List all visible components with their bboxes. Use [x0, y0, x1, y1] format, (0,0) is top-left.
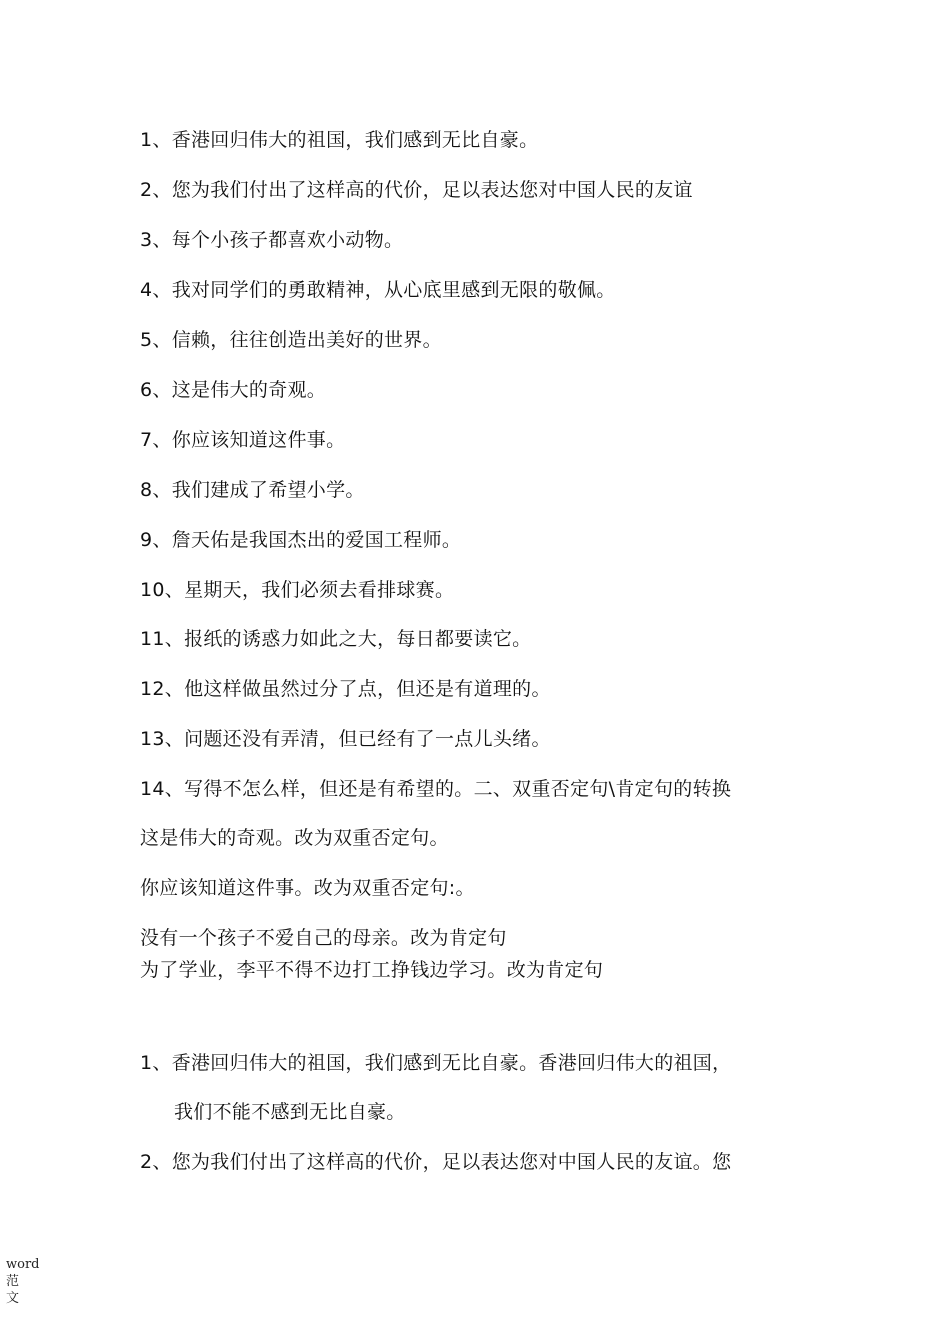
answer-line: 2、您为我们付出了这样高的代价，足以表达您对中国人民的友谊。您 — [140, 1151, 732, 1173]
list-item: 3、每个小孩子都喜欢小动物。 — [140, 229, 404, 251]
list-item: 12、他这样做虽然过分了点，但还是有道理的。 — [140, 678, 551, 700]
answer-line: 1、香港回归伟大的祖国，我们感到无比自豪。香港回归伟大的祖国， — [140, 1052, 732, 1074]
footer-label-line: 文 — [6, 1291, 20, 1306]
list-item: 1、香港回归伟大的祖国，我们感到无比自豪。 — [140, 129, 539, 151]
list-item: 13、问题还没有弄清，但已经有了一点儿头绪。 — [140, 728, 551, 750]
list-item: 10、星期天，我们必须去看排球赛。 — [140, 579, 455, 601]
list-item: 11、报纸的诱惑力如此之大，每日都要读它。 — [140, 628, 532, 650]
list-item: 2、您为我们付出了这样高的代价，足以表达您对中国人民的友谊 — [140, 179, 693, 201]
exercise-line: 没有一个孩子不爱自己的母亲。改为肯定句 — [140, 927, 507, 949]
list-item: 5、信赖，往往创造出美好的世界。 — [140, 329, 442, 351]
list-item: 6、这是伟大的奇观。 — [140, 379, 327, 401]
exercise-line: 这是伟大的奇观。改为双重否定句。 — [140, 827, 449, 849]
list-item: 8、我们建成了希望小学。 — [140, 479, 365, 501]
exercise-line: 你应该知道这件事。改为双重否定句:。 — [140, 877, 475, 899]
footer-label-line: word 范 — [6, 1257, 40, 1289]
list-item: 7、你应该知道这件事。 — [140, 429, 346, 451]
answer-line: 我们不能不感到无比自豪。 — [174, 1101, 406, 1123]
footer-label — [6, 1256, 54, 1307]
exercise-line: 为了学业，李平不得不边打工挣钱边学习。改为肯定句 — [140, 959, 604, 981]
list-item: 9、詹天佑是我国杰出的爱国工程师。 — [140, 529, 462, 551]
list-item: 4、我对同学们的勇敢精神，从心底里感到无限的敬佩。 — [140, 279, 616, 301]
list-item: 14、写得不怎么样，但还是有希望的。二、双重否定句\肯定句的转换 — [140, 778, 732, 800]
